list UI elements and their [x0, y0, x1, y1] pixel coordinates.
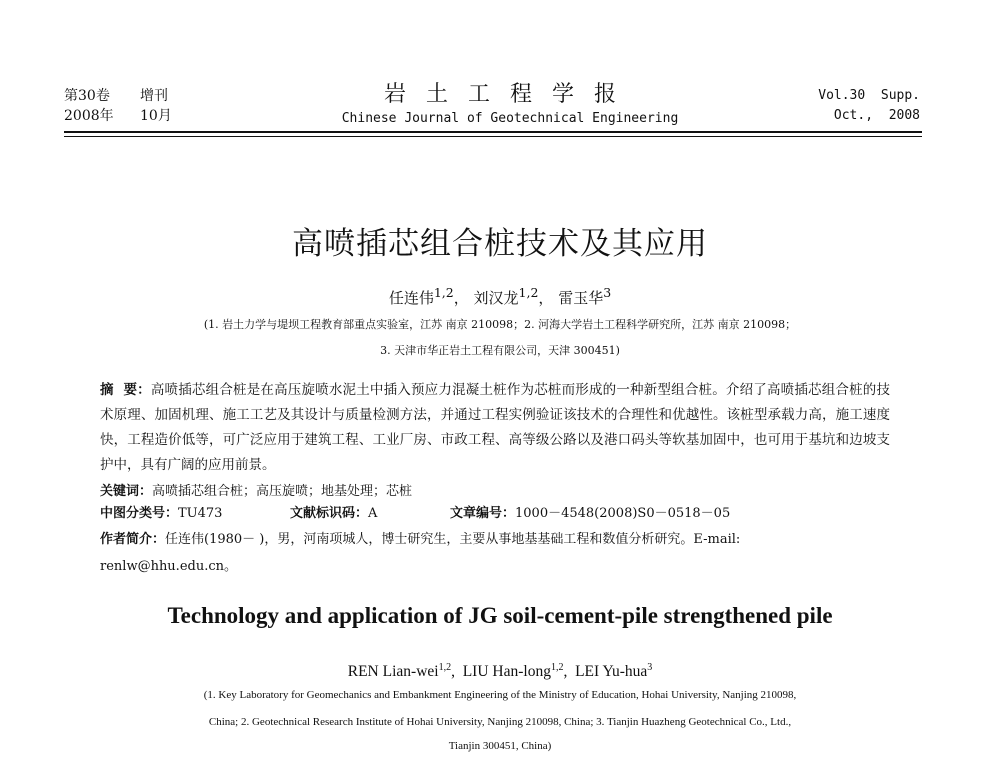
header-left	[64, 86, 172, 126]
author-sup: 1,2	[550, 662, 564, 673]
clc-value: TU473	[178, 506, 223, 521]
date-en: Oct., 2008	[833, 108, 920, 123]
journal-title-en: Chinese Journal of Geotechnical Engineering	[341, 111, 679, 126]
doc-code-value: A	[368, 506, 378, 521]
article-no-label: 文章编号：	[450, 506, 516, 521]
header-rule-thin	[64, 136, 922, 137]
keywords-text: 高喷插芯组合桩；高压旋喷；地基处理；芯桩	[152, 484, 413, 499]
author-en: LIU Han-long	[462, 663, 551, 681]
affiliation-cn-line: (1. 岩土力学与堤坝工程教育部重点实验室，江苏 南京 210098；2. 河海大学岩土工程科学研究所，江苏 南京 210098；	[203, 318, 797, 331]
clc-label: 中图分类号：	[100, 506, 179, 521]
volume-en: Vol.30 Supp.	[818, 88, 920, 103]
author-sup: 1,2	[518, 285, 539, 300]
year-cn: 2008年	[64, 108, 114, 124]
abstract-label: 摘 要：	[100, 382, 151, 398]
header-right	[818, 86, 920, 126]
author-email: renlw@hhu.edu.cn。	[100, 559, 237, 574]
keywords	[100, 481, 412, 503]
article-no-value: 1000－4548(2008)S0－0518－05	[515, 506, 731, 521]
page-title-cn: 高喷插芯组合桩技术及其应用	[292, 226, 708, 262]
author-en: LEI Yu-hua	[575, 663, 648, 681]
abstract	[100, 378, 890, 478]
doc-code-label: 文献标识码：	[290, 506, 369, 521]
author-sup: 3	[647, 662, 653, 673]
bio-label: 作者简介：	[100, 532, 166, 547]
author-bio	[100, 529, 890, 551]
author-cn: 雷玉华	[558, 289, 604, 307]
affiliation-en-line: (1. Key Laboratory for Geomechanics and Embankment Engineering of the Ministry of Education, Hohai University, Nanjing 210098,	[203, 689, 797, 701]
month-cn: 10月	[140, 108, 172, 124]
supp-cn: 增刊	[140, 88, 168, 104]
journal-title-cn: 岩土工程学报	[383, 82, 636, 107]
author-cn: 刘汉龙	[473, 289, 519, 307]
author-sup: 1,2	[433, 285, 454, 300]
affiliation-en-line: Tianjin 300451, China)	[448, 740, 552, 752]
page-title-en: Technology and application of JG soil-cement-pile strengthened pile	[167, 603, 833, 628]
classification-line	[100, 503, 730, 525]
volume-cn: 第30卷	[64, 88, 110, 104]
author-sup: 3	[603, 285, 612, 300]
journal-header	[320, 82, 700, 128]
author-sup: 1,2	[438, 662, 452, 673]
abstract-text: 高喷插芯组合桩是在高压旋喷水泥土中插入预应力混凝土桩作为芯桩而形成的一种新型组合桩。介绍了高喷插芯组合桩的技术原理、加固机理、施工工艺及其设计与质量检测方法，并通过工程实例验证该技术的合理性和优越性。该桩型承载力高，施工速度快，工程造价低等，可广泛应用于建筑工程、工业厂房、市政工程、高等级公路以及港口码头等软基加固中，也可用于基坑和边坡支护中，具有广阔的应用前景。	[100, 382, 890, 473]
author-cn: 任连伟	[388, 289, 434, 307]
keywords-label: 关键词：	[100, 484, 153, 499]
authors-en: REN Lian-wei$^{1,2}$, LIU Han-long$^{1,2}$, LEI Yu-hua$^3$	[347, 662, 653, 681]
affiliation-cn-line: 3. 天津市华正岩土工程有限公司，天津 300451)	[380, 344, 620, 357]
authors-cn: 任连伟$^{1,2}$， 刘汉龙$^{1,2}$， 雷玉华$^3$	[388, 285, 612, 307]
header-rule-thick	[64, 131, 922, 133]
author-en: REN Lian-wei	[347, 663, 439, 681]
bio-text: 任连伟(1980－ )，男，河南项城人，博士研究生，主要从事地基基础工程和数值分析研究。E-mail:	[165, 532, 741, 547]
affiliation-en-line: China; 2. Geotechnical Research Institute of Hohai University, Nanjing 210098, China; 3. Tianjin Huazheng Geotechnical Co., Ltd.,	[208, 716, 792, 728]
